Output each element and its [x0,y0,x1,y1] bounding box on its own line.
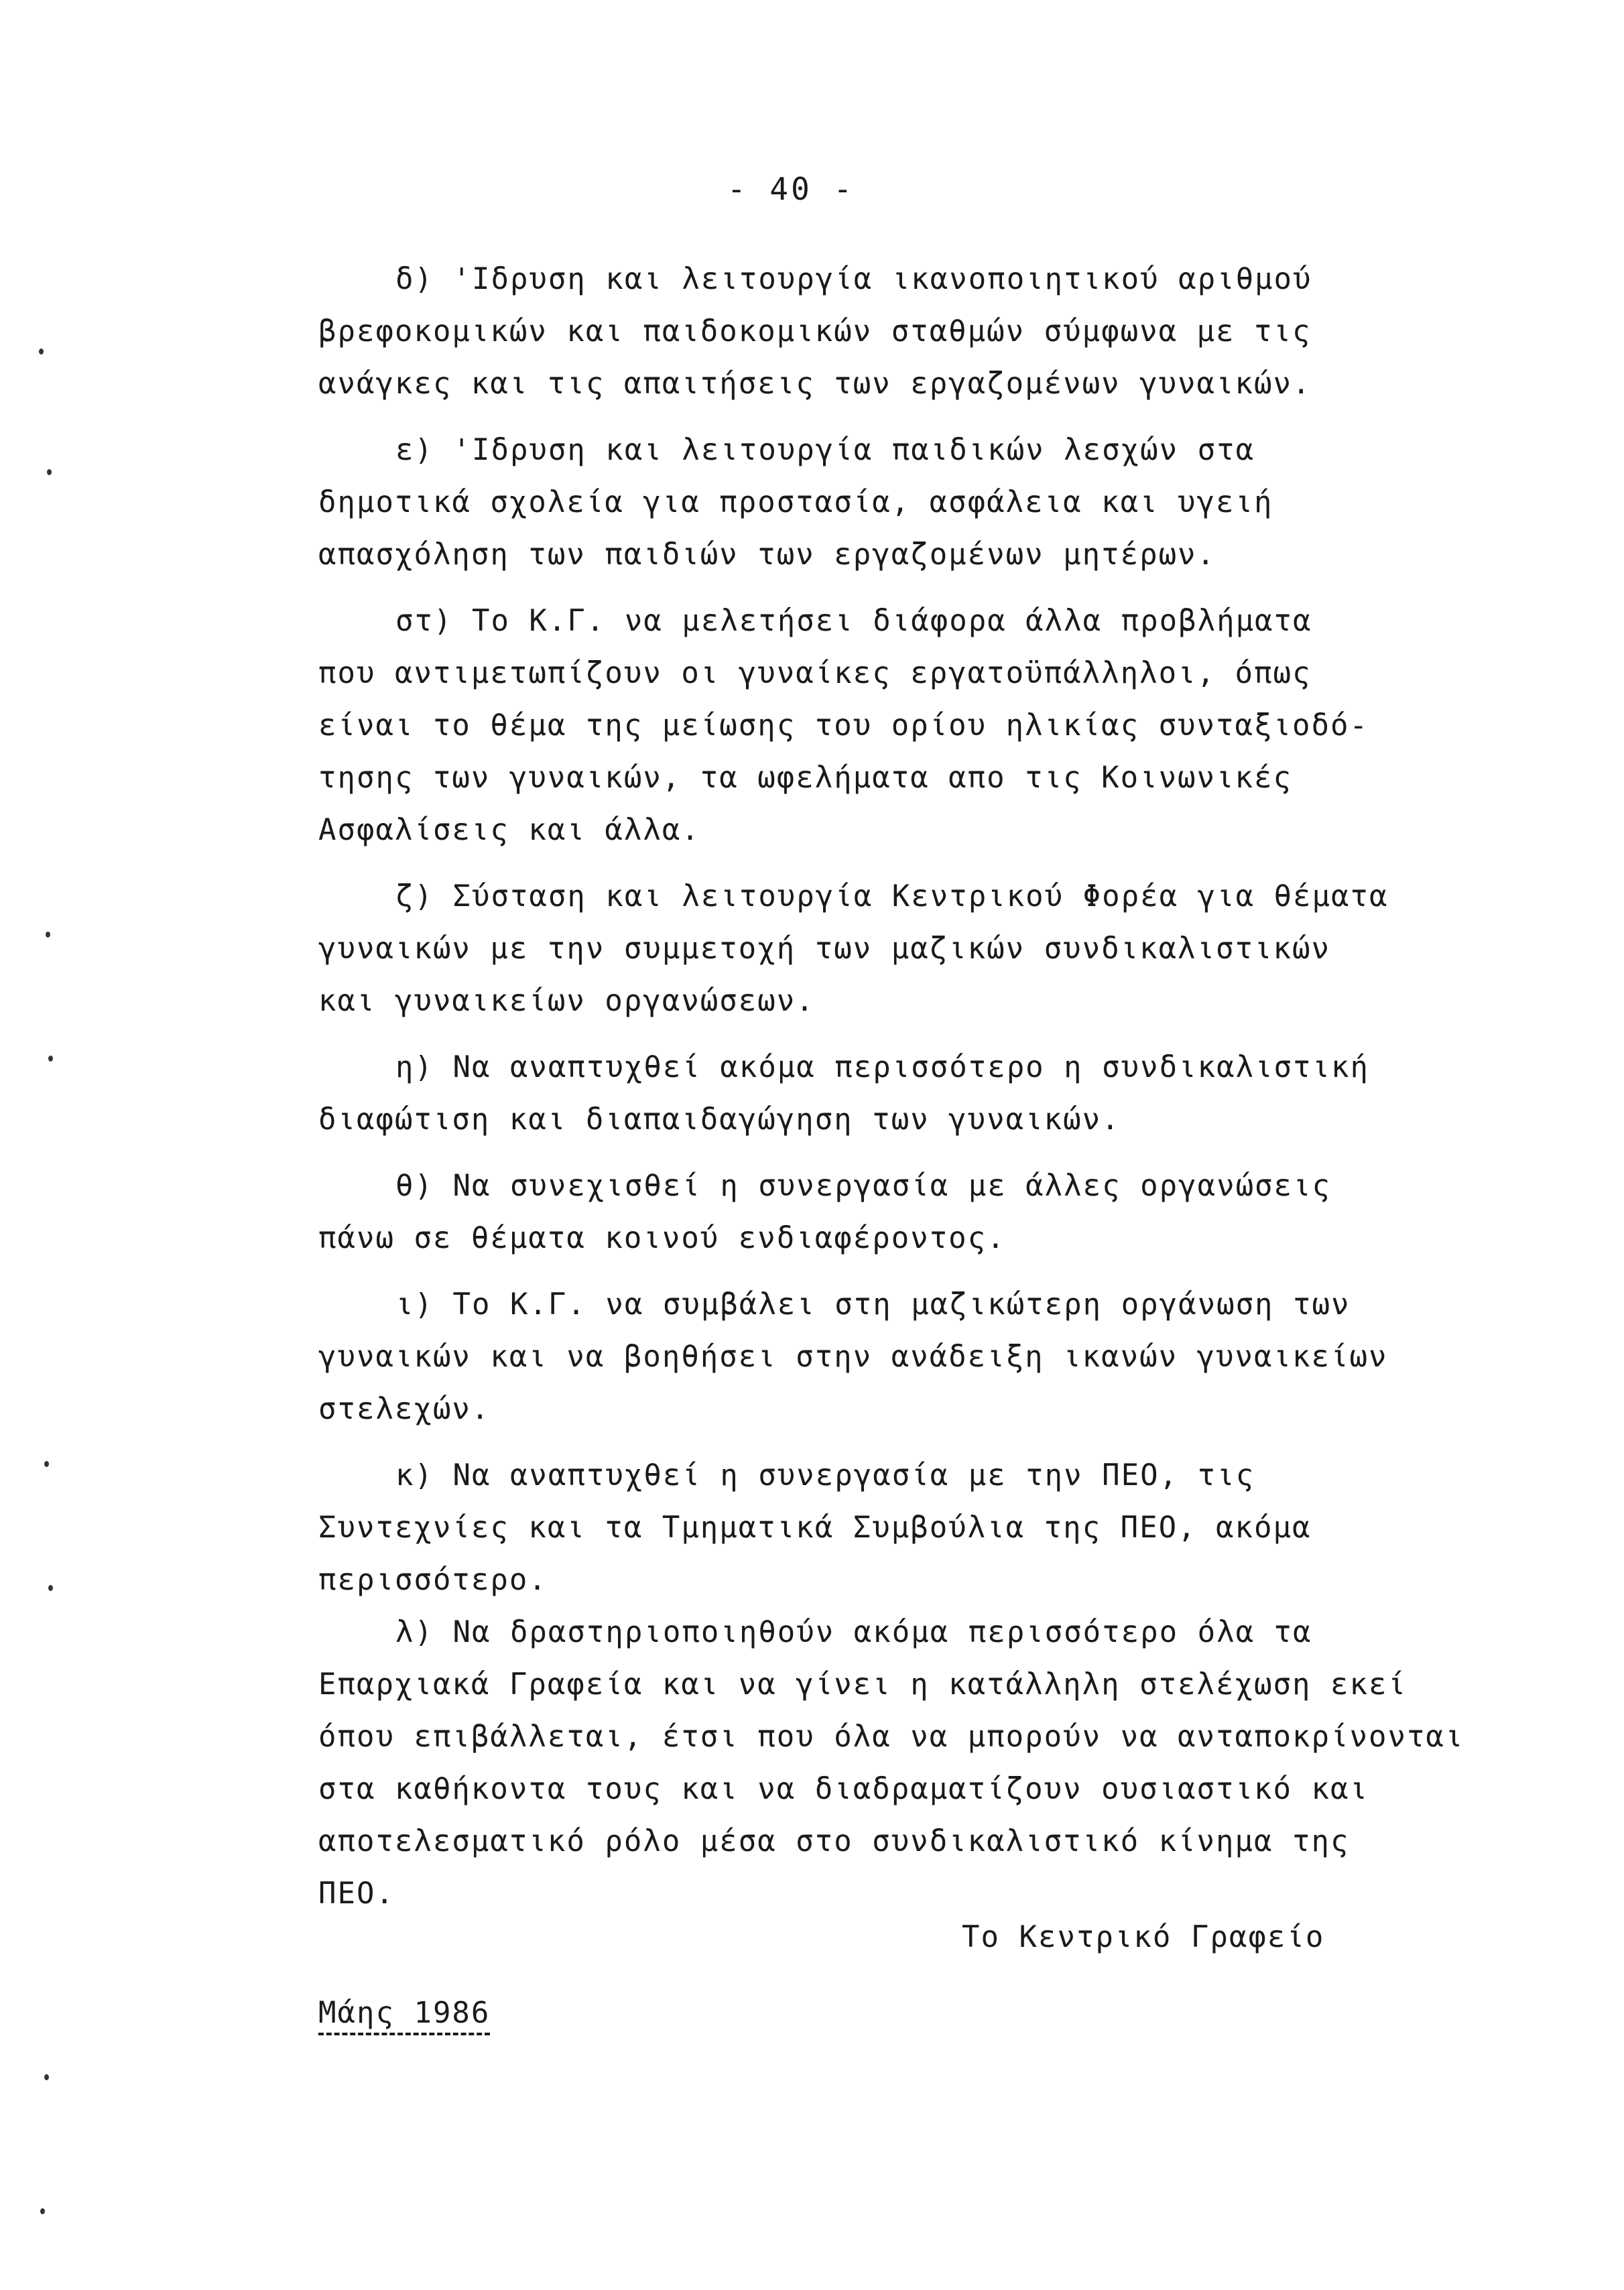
paragraph-st-line-2: που αντιμετωπίζουν οι γυναίκες εργατοϋπάλληλοι, όπως [318,656,1312,690]
paragraph-l-line-3: όπου επιβάλλεται, έτσι που όλα να μπορούν να ανταποκρίνονται [318,1720,1464,1754]
paragraph-e-line-1: ε) 'Ιδρυση και λειτουργία παιδικών λεσχών στα [395,433,1255,467]
paragraph-i-line-2: διαφώτιση και διαπαιδαγώγηση των γυναικών. [318,1102,1121,1137]
paragraph-d-line-2: βρεφοκομικών και παιδοκομικών σταθμών σύμφωνα με τις [318,314,1312,348]
signature: Το Κεντρικό Γραφείο [962,1920,1325,1954]
scan-speck [48,1585,53,1591]
paragraph-iota-line-1: ι) Το Κ.Γ. να συμβάλει στη μαζικώτερη οργάνωση των [395,1287,1351,1322]
paragraph-th-line-2: πάνω σε θέματα κοινού ενδιαφέροντος. [318,1221,1006,1255]
paragraph-l-line-2: Επαρχιακά Γραφεία και να γίνει η κατάλληλη στελέχωση εκεί [318,1667,1407,1702]
paragraph-l-line-4: στα καθήκοντα τους και να διαδραματίζουν ουσιαστικό και [318,1772,1369,1806]
paragraph-k-line-1: κ) Να αναπτυχθεί η συνεργασία με την ΠΕΟ, τις [395,1458,1255,1492]
paragraph-d-line-3: ανάγκες και τις απαιτήσεις των εργαζομένων γυναικών. [318,367,1312,401]
paragraph-e-line-2: δημοτικά σχολεία για προστασία, ασφάλεια και υγειή [318,485,1273,519]
paragraph-iota-line-3: στελεχών. [318,1392,491,1426]
paragraph-z-line-3: και γυναικείων οργανώσεων. [318,984,815,1018]
date: Μάης 1986 [318,1996,490,2035]
scan-speck [40,2208,45,2214]
paragraph-l-line-1: λ) Να δραστηριοποιηθούν ακόμα περισσότερο όλα τα [395,1615,1312,1649]
scan-speck [39,348,44,355]
paragraph-d-line-1: δ) 'Ιδρυση και λειτουργία ικανοποιητικού αριθμού [395,262,1312,296]
paragraph-th-line-1: θ) Να συνεχισθεί η συνεργασία με άλλες οργανώσεις [395,1169,1332,1203]
paragraph-l-line-6: ΠΕΟ. [318,1876,395,1911]
scan-speck [46,932,50,938]
paragraph-st-line-3: είναι το θέμα της μείωσης του ορίου ηλικίας συνταξιοδό- [318,708,1369,743]
paragraph-k-line-3: περισσότερο. [318,1563,548,1597]
paragraph-e-line-3: απασχόληση των παιδιών των εργαζομένων μητέρων. [318,537,1216,572]
scan-speck [47,469,52,475]
paragraph-st-line-1: στ) Το Κ.Γ. να μελετήσει διάφορα άλλα προβλήματα [395,604,1312,638]
page-number: - 40 - [727,171,855,207]
paragraph-k-line-2: Συντεχνίες και τα Τμηματικά Συμβούλια της ΠΕΟ, ακόμα [318,1511,1312,1545]
paragraph-z-line-1: ζ) Σύσταση και λειτουργία Κεντρικού Φορέα για θέματα [395,879,1389,913]
scan-speck [48,1056,53,1062]
scan-speck [44,1461,49,1467]
paragraph-l-line-5: αποτελεσματικό ρόλο μέσα στο συνδικαλιστικό κίνημα της [318,1824,1350,1858]
paragraph-st-line-4: τησης των γυναικών, τα ωφελήματα απο τις Κοινωνικές [318,761,1293,795]
scan-speck [44,2074,49,2080]
paragraph-st-line-5: Ασφαλίσεις και άλλα. [318,813,700,847]
paragraph-iota-line-2: γυναικών και να βοηθήσει στην ανάδειξη ικανών γυναικείων [318,1340,1388,1374]
paragraph-z-line-2: γυναικών με την συμμετοχή των μαζικών συνδικαλιστικών [318,932,1330,966]
paragraph-i-line-1: η) Να αναπτυχθεί ακόμα περισσότερο η συνδικαλιστική [395,1050,1370,1084]
